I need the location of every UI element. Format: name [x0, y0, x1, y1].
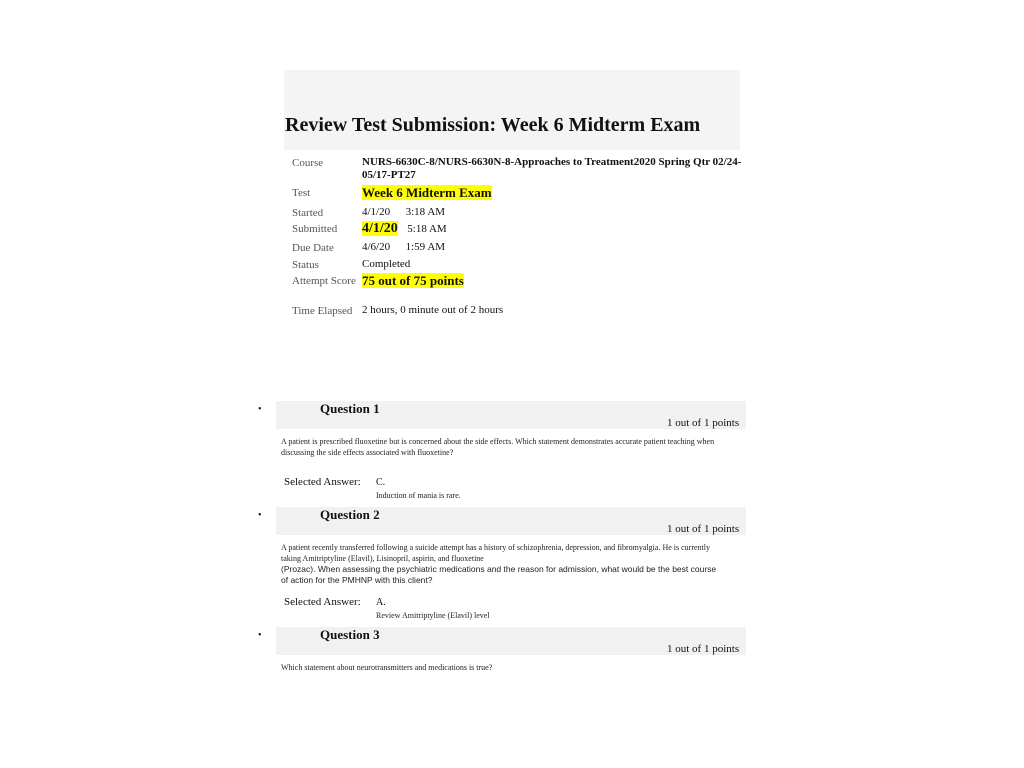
question-2-text-part-1: A patient recently transferred following a suicide attempt has a history of schizophrenia, depression, and fibromyalgia. He is currently taking Amitriptyline (Elavil), Lisinopril, aspirin, and fluoxetine — [281, 543, 710, 563]
attempt-label: Attempt Score — [292, 275, 356, 287]
status-value: Completed — [362, 258, 411, 270]
time-value: 2 hours, 0 minute out of 2 hours — [362, 304, 504, 316]
question-1-selected-answer: Induction of mania is rare. — [376, 491, 461, 500]
question-2-points: 1 out of 1 points — [667, 523, 740, 535]
question-2-bullet: • — [258, 510, 262, 521]
question-1-text: A patient is prescribed fluoxetine but is concerned about the side effects. Which statement demonstrates accurate patient teaching when discussing the side effects associated with fluoxetine? — [281, 437, 715, 457]
attempt-score: 75 out of 75 points — [362, 273, 464, 288]
question-3-text: Which statement about neurotransmitters and medications is true? — [281, 663, 493, 672]
question-3-points: 1 out of 1 points — [667, 643, 740, 655]
started-date: 4/1/20 — [362, 206, 391, 218]
started-value — [362, 206, 742, 219]
test-value: Week 6 Midterm Exam — [362, 185, 492, 200]
course-value: NURS-6630C-8/NURS-6630N-8-Approaches to Treatment2020 Spring Qtr 02/24-05/17-PT27 — [362, 156, 742, 181]
question-2-selected-answer: Review Amitriptyline (Elavil) level — [376, 611, 490, 620]
question-3-bullet: • — [258, 630, 262, 641]
question-2-text — [281, 542, 721, 586]
due-value — [362, 241, 742, 254]
due-time: 1:59 AM — [405, 241, 446, 253]
question-1-points: 1 out of 1 points — [667, 417, 740, 429]
question-2-title: Question 2 — [320, 507, 380, 522]
question-2-selected-letter: A. — [376, 597, 386, 608]
question-2-selected-label: Selected Answer: — [284, 596, 361, 608]
question-3-title: Question 3 — [320, 627, 380, 642]
submitted-date: 4/1/20 — [362, 221, 398, 236]
course-label: Course — [292, 157, 324, 169]
submitted-value — [362, 222, 742, 236]
page-title: Review Test Submission: Week 6 Midterm Exam — [285, 114, 701, 136]
due-label: Due Date — [292, 242, 334, 254]
attempt-value-wrap — [362, 274, 742, 289]
question-1-selected-letter: C. — [376, 477, 386, 488]
started-label: Started — [292, 207, 324, 219]
question-1-title: Question 1 — [320, 401, 380, 416]
submitted-time: 5:18 AM — [407, 223, 447, 235]
status-label: Status — [292, 259, 319, 271]
time-label: Time Elapsed — [292, 305, 353, 317]
test-label: Test — [292, 187, 311, 199]
question-1-bullet: • — [258, 404, 262, 415]
submitted-label: Submitted — [292, 223, 338, 235]
question-2-text-part-2: (Prozac). When assessing the psychiatric medications and the reason for admission, what would be the best course of action for the PMHNP with this client? — [281, 564, 717, 585]
due-date: 4/6/20 — [362, 241, 391, 253]
started-time: 3:18 AM — [405, 206, 446, 218]
question-1-selected-label: Selected Answer: — [284, 476, 361, 488]
header-box — [284, 70, 740, 150]
test-value-wrap — [362, 186, 742, 201]
